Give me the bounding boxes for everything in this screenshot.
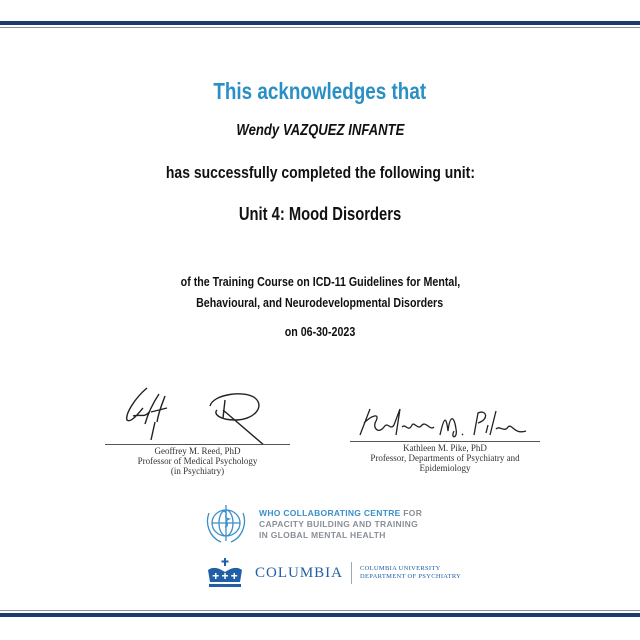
recipient-name — [0, 122, 640, 140]
acknowledge-text: This acknowledges that — [213, 78, 427, 104]
who-line-3: IN GLOBAL MENTAL HEALTH — [259, 529, 386, 540]
columbia-dept-line-2: DEPARTMENT OF PSYCHIATRY — [360, 573, 462, 580]
signature-pike-icon — [350, 405, 540, 441]
signatory-title-reed-line-2: (in Psychiatry) — [170, 466, 225, 476]
signature-block-pike — [350, 405, 540, 473]
columbia-dept-line-1: COLUMBIA UNIVERSITY — [360, 565, 441, 572]
signatory-name-reed: Geoffrey M. Reed, PhD — [154, 446, 241, 456]
signature-block-reed — [105, 380, 290, 476]
signature-line-reed — [105, 444, 290, 445]
signature-reed-icon — [105, 380, 290, 444]
unit-title-text: Unit 4: Mood Disorders — [238, 204, 402, 224]
unit-title — [0, 204, 640, 225]
columbia-crown-icon — [205, 558, 245, 588]
signature-line-pike — [350, 441, 540, 442]
completion-date — [0, 324, 640, 339]
columbia-wordmark: COLUMBIA — [255, 564, 344, 581]
who-emblem-icon — [203, 503, 249, 545]
acknowledge-heading — [0, 78, 640, 105]
completion-statement — [0, 163, 640, 183]
columbia-separator — [351, 562, 352, 584]
signatory-title-pike-line-2: Epidemiology — [419, 463, 471, 473]
who-line-1-highlight: WHO COLLABORATING CENTRE — [259, 507, 401, 518]
completion-text: has successfully completed the following unit: — [165, 163, 475, 182]
signatory-name-pike: Kathleen M. Pike, PhD — [403, 443, 487, 453]
columbia-psychiatry-logo — [205, 558, 461, 588]
bottom-border — [0, 610, 640, 617]
who-line-1-rest: FOR — [400, 507, 423, 518]
completion-date-text: on 06-30-2023 — [284, 324, 356, 339]
signatory-title-pike-line-1: Professor, Departments of Psychiatry and — [370, 453, 520, 463]
recipient-name-text: Wendy VAZQUEZ INFANTE — [236, 122, 404, 139]
course-description — [0, 271, 640, 313]
who-line-2: CAPACITY BUILDING AND TRAINING — [259, 518, 419, 529]
bottom-border-navy-band — [0, 613, 640, 617]
course-line-1: of the Training Course on ICD-11 Guidelines for Mental, — [180, 274, 460, 289]
top-border-gray-line — [0, 27, 640, 28]
signatory-title-reed-line-1: Professor of Medical Psychology — [137, 456, 258, 466]
course-line-2: Behavioural, and Neurodevelopmental Disorders — [196, 295, 444, 310]
who-collaborating-centre-logo — [203, 503, 422, 545]
top-border — [0, 21, 640, 28]
